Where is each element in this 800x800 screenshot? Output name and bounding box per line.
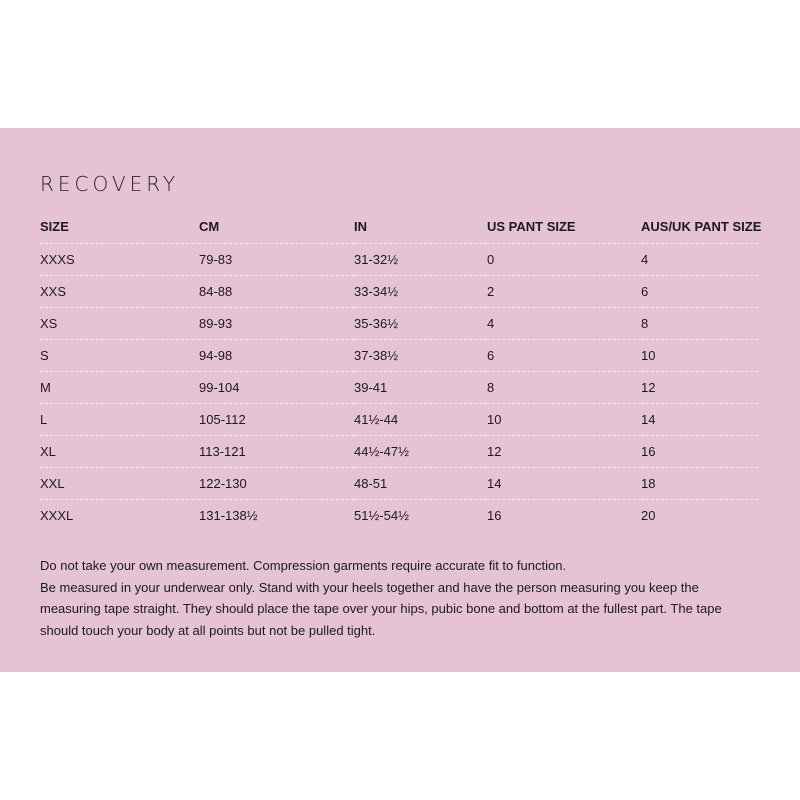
cell-cm: 131-138½ xyxy=(199,508,258,523)
cell-in: 37-38½ xyxy=(354,340,487,372)
table-row xyxy=(40,308,758,340)
table-row xyxy=(40,244,758,276)
cell-size: XXL xyxy=(40,468,199,500)
header-us-pant-size: US PANT SIZE xyxy=(487,210,641,244)
cell-aus-uk: 16 xyxy=(641,436,758,468)
cell-cm: 113-121 xyxy=(199,436,354,468)
cell-size: XL xyxy=(40,436,199,468)
cell-in: 39-41 xyxy=(354,372,487,404)
cell-aus-uk: 10 xyxy=(641,340,758,372)
cell-aus-uk: 6 xyxy=(641,276,758,308)
table-row xyxy=(40,436,758,468)
cell-size: M xyxy=(40,372,199,404)
cell-size: S xyxy=(40,340,199,372)
cell-in: 41½-44 xyxy=(354,404,487,436)
table-header-row xyxy=(40,210,758,244)
cell-us: 14 xyxy=(487,468,641,500)
cell-size: XS xyxy=(40,308,199,340)
cell-in: 31-32½ xyxy=(354,244,487,276)
cell-cm: 89-93 xyxy=(199,308,354,340)
cell-aus-uk: 4 xyxy=(641,244,758,276)
cell-in: 48-51 xyxy=(354,468,487,500)
cell-cm: 122-130 xyxy=(199,468,354,500)
note-line-1: Do not take your own measurement. Compression garments require accurate fit to function. xyxy=(40,558,567,573)
cell-us: 6 xyxy=(487,340,641,372)
header-size: SIZE xyxy=(40,210,199,244)
cell-us: 8 xyxy=(487,372,641,404)
cell-size: L xyxy=(40,404,199,436)
cell-in: 44½-47½ xyxy=(354,436,487,468)
cell-aus-uk: 18 xyxy=(641,468,758,500)
table-row xyxy=(40,340,758,372)
table-row xyxy=(40,276,758,308)
cell-us: 2 xyxy=(487,276,641,308)
cell-size: XXXL xyxy=(40,508,74,523)
table-row xyxy=(40,372,758,404)
header-in: IN xyxy=(354,210,487,244)
cell-aus-uk: 14 xyxy=(641,404,758,436)
cell-us: 12 xyxy=(487,436,641,468)
cell-cm: 94-98 xyxy=(199,340,354,372)
cell-in: 35-36½ xyxy=(354,308,487,340)
cell-us: 4 xyxy=(487,308,641,340)
size-table xyxy=(40,210,762,531)
cell-aus-uk: 12 xyxy=(641,372,758,404)
cell-cm: 84-88 xyxy=(199,276,354,308)
cell-us: 10 xyxy=(487,404,641,436)
cell-us: 0 xyxy=(487,244,641,276)
table-row xyxy=(40,404,758,436)
table-row xyxy=(40,500,758,532)
cell-cm: 79-83 xyxy=(199,244,354,276)
header-cm: CM xyxy=(199,210,354,244)
note-line-2: Be measured in your underwear only. Stand with your heels together and have the person measuring you keep the measuring tape straight. They should place the tape over your hips, pubic bone and bottom at the fullest part. The tape should touch your body at all points but not be pulled tight. xyxy=(40,579,722,638)
measurement-notes xyxy=(40,555,740,641)
table-row xyxy=(40,468,758,500)
cell-in: 51½-54½ xyxy=(354,508,409,523)
cell-cm: 105-112 xyxy=(199,404,354,436)
cell-size: XXXS xyxy=(40,244,199,276)
chart-title: RECOVERY xyxy=(40,172,180,196)
cell-aus-uk: 8 xyxy=(641,308,758,340)
size-chart-card xyxy=(0,128,800,672)
cell-aus-uk: 20 xyxy=(641,508,656,523)
header-aus-uk-pant-size: AUS/UK PANT SIZE xyxy=(641,210,758,244)
cell-cm: 99-104 xyxy=(199,372,354,404)
cell-size: XXS xyxy=(40,276,199,308)
cell-in: 33-34½ xyxy=(354,276,487,308)
cell-us: 16 xyxy=(487,508,502,523)
